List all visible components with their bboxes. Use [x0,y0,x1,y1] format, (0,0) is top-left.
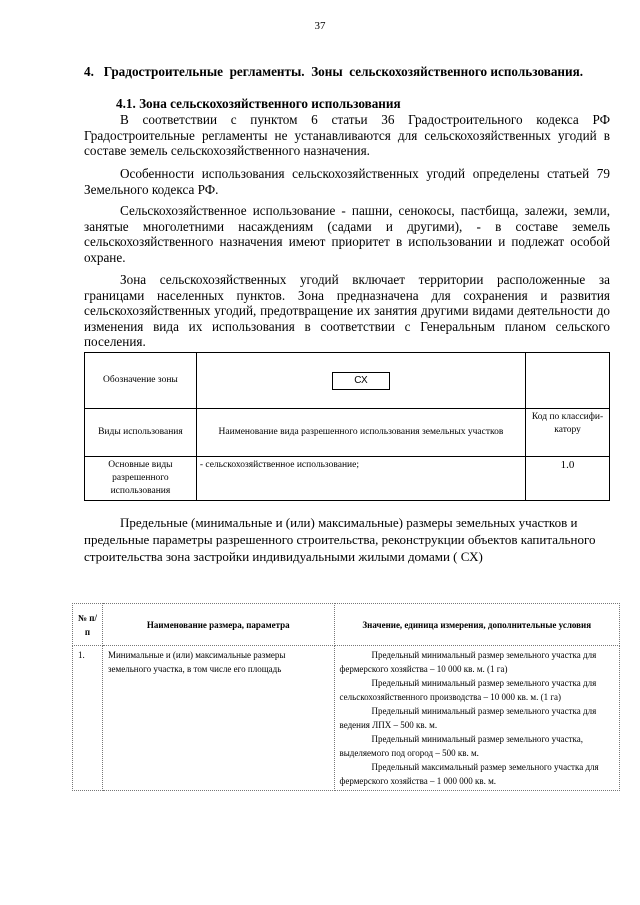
list-item: Предельный минимальный размер земельного участка для сельскохозяйственного производства – 10 000 кв. м. (1 га) [339,678,597,702]
paragraph: Особенности использования сельскохозяйственных угодий определены статьей 79 Земельного кодекса РФ. [84,166,610,197]
header-name: Наименование размера, параметра [102,604,334,646]
list-item: Предельный минимальный размер земельного участка для фермерского хозяйства – 10 000 кв. м. (1 га) [339,650,597,674]
limits-table [72,603,620,791]
header-value: Значение, единица измерения, дополнительные условия [334,604,619,646]
list-item: Предельный максимальный размер земельного участка для фермерского хозяйства – 1 000 000 кв. м. [339,762,599,786]
row-code: 1.0 [526,457,610,501]
row-num: 1. [73,646,103,791]
col-usage-name: Наименование вида разрешенного использования земельных участков [196,409,525,457]
col-class-code: Код по классифи-катору [526,409,610,457]
table-row [73,646,620,791]
row-name: Минимальные и (или) максимальные размеры земельного участка, в том числе его площадь [102,646,334,791]
limits-intro: Предельные (минимальные и (или) максимальные) размеры земельных участков и предельные параметры разрешенного строительства, реконструкции объектов капитального строительства зона застройки индивидуальными жилыми домами ( СХ) [84,515,596,564]
paragraph: Сельскохозяйственное использование - пашни, сенокосы, пастбища, залежи, земли, занятые многолетними насаждениям (садами и другими), - в составе земель сельскохозяйственного назначения имеют приоритет в использовании и подлежат особой охране. [84,203,610,265]
col-usage-types: Виды использования [85,409,197,457]
paragraph: В соответствии с пунктом 6 статьи 36 Градостроительного кодекса РФ Градостроительные регламенты не устанавливаются для сельскохозяйственных угодий в составе земель сельскохозяйственного назначения. [84,112,610,158]
row-label: Основные виды разрешенного использования [85,457,197,501]
list-item: Предельный минимальный размер земельного участка для ведения ЛПХ – 500 кв. м. [339,706,597,730]
list-item: Предельный минимальный размер земельного участка, выделяемого под огород – 500 кв. м. [339,734,584,758]
zone-label: Обозначение зоны [85,353,197,409]
section-subheading: 4.1. Зона сельскохозяйственного использования [116,96,401,111]
zone-table [84,352,610,501]
page-number: 37 [314,20,326,32]
zone-code: СХ [332,372,390,390]
section-heading: 4. Градостроительные регламенты. Зоны сельскохозяйственного использования. [84,64,584,79]
header-num: № п/п [73,604,103,646]
paragraph: Зона сельскохозяйственных угодий включает территории расположенные за границами населенных пунктов. Зона предназначена для сохранения и развития сельскохозяйственных угодий, предотвращение их занятия другими видами деятельности до изменения вида их использования в соответствии с Генеральным планом сельского поселения. [84,272,610,349]
empty-cell [526,353,610,409]
row-value: - сельскохозяйственное использование; [196,457,525,501]
row-values [334,646,619,791]
zone-code-cell [196,353,525,409]
